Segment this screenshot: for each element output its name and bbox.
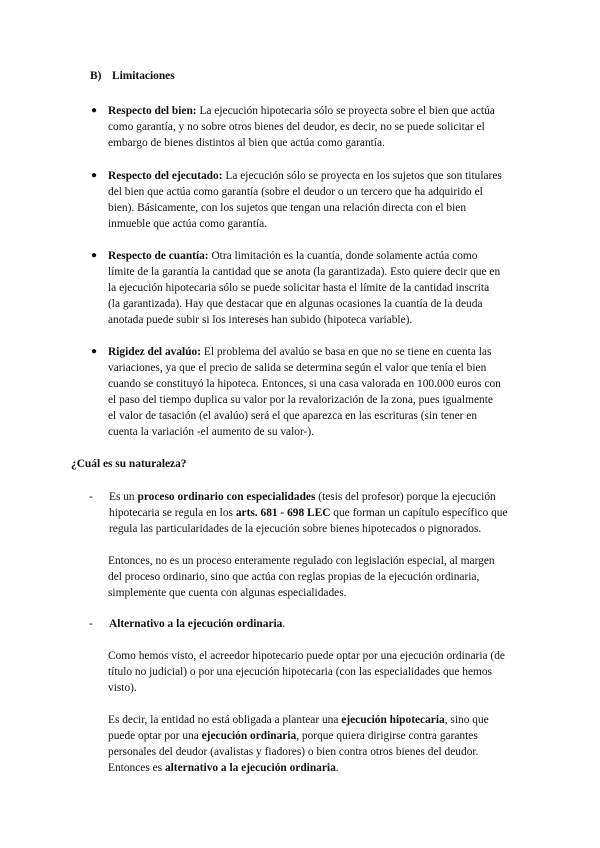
para-text: Es decir, la entidad no está obligada a plantear una: [108, 714, 342, 726]
dash-bold: arts. 681 - 698 LEC: [235, 507, 331, 519]
bullet-icon: ●: [91, 346, 98, 357]
dash-bold: proceso ordinario con especialidades: [137, 491, 316, 503]
bullet-item: [91, 168, 503, 232]
para-bold: alternativo a la ejecución ordinaria: [164, 762, 336, 774]
dash-bold: Alternativo a la ejecución ordinaria: [109, 618, 283, 630]
bullet-label: Respecto del ejecutado:: [108, 170, 223, 182]
para-text: .: [335, 762, 339, 774]
bullet-icon: ●: [91, 250, 98, 261]
bullet-item: [91, 103, 503, 151]
dash-text: .: [282, 618, 286, 630]
bullet-text: El problema del avalúo se basa en que no se tiene en cuenta las variaciones, ya que el precio de salida se determina según el valor que tenía el bien cuando se constituyó la hipoteca. Entonces, si una casa valorada en 100.000 euros con el paso del tiempo duplica su valor por la revalorización de la zona, pues igualmente el valor de tasación (el avalúo) será el que aparezca en las escrituras (sin tener en cuenta la variación -el aumento de su valor-).: [108, 346, 501, 438]
para-bold: ejecución hipotecaria: [341, 714, 445, 726]
para-text: , sino que puede optar por una: [108, 714, 489, 742]
bullet-item: [91, 248, 503, 328]
question-heading: ¿Cuál es su naturaleza?: [71, 458, 187, 470]
bullet-text: La ejecución hipotecaria sólo se proyecta sobre el bien que actúa como garantía, y no sobre otros bienes del deudor, es decir, no se puede solicitar el embargo de bienes distintos al bien que actúa como garantía.: [108, 105, 495, 149]
para-text: , porque quiera dirigirse contra garantes personales del deudor (avalistas y fiadores) o bien contra otros bienes del deudor. Entonces es: [108, 730, 479, 774]
paragraph: Entonces, no es un proceso enteramente regulado con legislación especial, al margen del proceso ordinario, sino que actúa con reglas propias de la ejecución ordinaria, simplemente que cuenta con algunas especialidades.: [108, 555, 495, 599]
bullet-icon: ●: [91, 105, 98, 116]
para-bold: ejecución ordinaria: [201, 730, 297, 742]
dash-item: [89, 616, 509, 632]
bullet-label: Respecto de cuantía:: [108, 250, 209, 262]
bullet-item: [91, 344, 503, 440]
section-heading: [90, 68, 175, 84]
paragraph: Como hemos visto, el acreedor hipotecario puede optar por una ejecución ordinaria (de título no judicial) o por una ejecución hipotecaria (con las especialidades que hemos visto).: [108, 650, 505, 694]
dash-text: que forman un capítulo específico que regula las particularidades de la ejecución sobre bienes hipotecados o pignorados.: [109, 507, 508, 535]
section-title: Limitaciones: [112, 70, 175, 82]
bullet-label: Respecto del bien:: [108, 105, 197, 117]
section-letter: B): [90, 70, 102, 82]
bullet-text: Otra limitación es la cuantía, donde solamente actúa como límite de la garantía la cantidad que se anota (la garantizada). Esto quiere decir que en la ejecución hipotecaria sólo se puede solicitar hasta el límite de la cantidad inscrita (la garantizada). Hay que destacar que en algunas ocasiones la cuantía de la deuda anotada puede subir si los intereses han subido (hipoteca variable).: [108, 250, 501, 326]
dash-icon: -: [89, 491, 93, 503]
dash-icon: -: [89, 618, 93, 630]
dash-text: (tesis del profesor) porque la ejecución hipotecaria se regula en los: [109, 491, 496, 519]
bullet-label: Rigidez del avalúo:: [108, 346, 202, 358]
paragraph: [108, 712, 508, 776]
bullet-text: La ejecución sólo se proyecta en los sujetos que son titulares del bien que actúa como garantía (sobre el deudor o un tercero que ha adquirido el bien). Básicamente, con los sujetos que tengan una relación directa con el bien inmueble que actúa como garantía.: [108, 170, 502, 230]
dash-text: Es un: [109, 491, 138, 503]
bullet-icon: ●: [91, 170, 98, 181]
dash-item: [89, 489, 509, 537]
